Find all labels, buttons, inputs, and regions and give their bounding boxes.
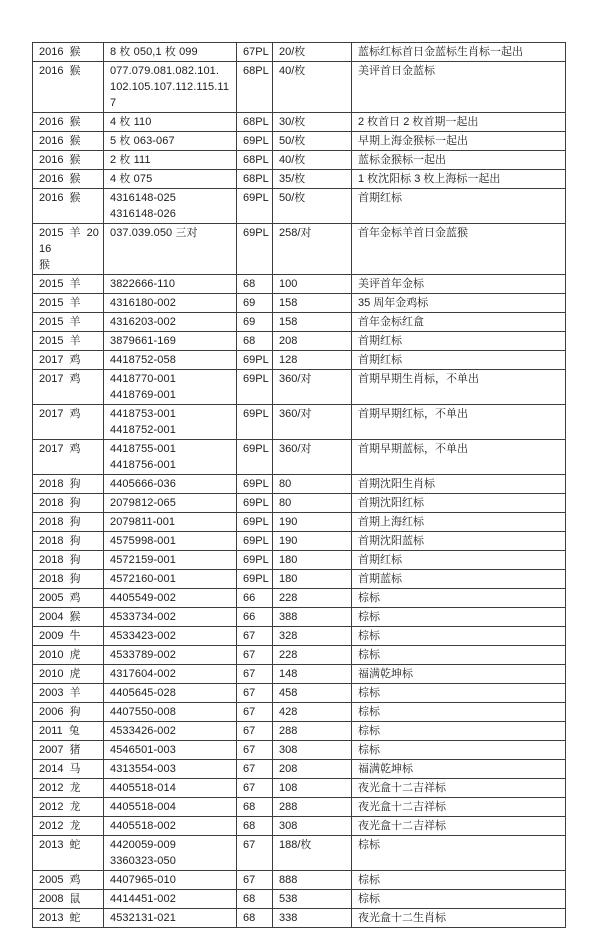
table-row — [33, 836, 566, 871]
cell-description: 首期蓝标 — [352, 570, 566, 589]
table-row — [33, 551, 566, 570]
cell-serial-number: 4533426-002 — [104, 722, 237, 741]
cell-year-zodiac: 2018 狗 — [33, 570, 104, 589]
table-row — [33, 890, 566, 909]
cell-serial-number: 4405666-036 — [104, 475, 237, 494]
cell-year-zodiac: 2005 鸡 — [33, 589, 104, 608]
cell-grade: 67 — [237, 684, 273, 703]
cell-grade: 67 — [237, 741, 273, 760]
cell-description: 首期沈阳蓝标 — [352, 532, 566, 551]
cell-description: 棕标 — [352, 871, 566, 890]
cell-grade: 67 — [237, 703, 273, 722]
cell-grade: 68 — [237, 890, 273, 909]
cell-price: 538 — [273, 890, 352, 909]
cell-year-zodiac: 2016 猴 — [33, 62, 104, 113]
cell-price: 360/对 — [273, 405, 352, 440]
cell-year-zodiac: 2006 狗 — [33, 703, 104, 722]
cell-year-zodiac: 2015 羊 — [33, 313, 104, 332]
cell-description: 美评首年金标 — [352, 275, 566, 294]
cell-price: 288 — [273, 722, 352, 741]
table-row — [33, 627, 566, 646]
cell-serial-number: 3879661-169 — [104, 332, 237, 351]
cell-serial-number: 4420059-009 3360323-050 — [104, 836, 237, 871]
table-row — [33, 151, 566, 170]
cell-serial-number: 4407965-010 — [104, 871, 237, 890]
cell-grade: 69PL — [237, 370, 273, 405]
table-row — [33, 224, 566, 275]
table-row — [33, 513, 566, 532]
cell-serial-number: 4 枚 110 — [104, 113, 237, 132]
cell-year-zodiac: 2018 狗 — [33, 532, 104, 551]
cell-year-zodiac: 2016 猴 — [33, 170, 104, 189]
cell-price: 208 — [273, 760, 352, 779]
table-row — [33, 494, 566, 513]
cell-description: 蓝标金猴标一起出 — [352, 151, 566, 170]
cell-year-zodiac: 2003 羊 — [33, 684, 104, 703]
cell-year-zodiac: 2012 龙 — [33, 817, 104, 836]
cell-price: 338 — [273, 909, 352, 928]
cell-grade: 68 — [237, 332, 273, 351]
table-row — [33, 275, 566, 294]
cell-year-zodiac: 2017 鸡 — [33, 440, 104, 475]
cell-serial-number: 4418755-001 4418756-001 — [104, 440, 237, 475]
table-row — [33, 570, 566, 589]
cell-description: 棕标 — [352, 608, 566, 627]
cell-price: 20/枚 — [273, 43, 352, 62]
cell-serial-number: 4546501-003 — [104, 741, 237, 760]
table-body — [33, 43, 566, 928]
cell-description: 夜光盒十二吉祥标 — [352, 798, 566, 817]
cell-description: 首期红标 — [352, 332, 566, 351]
cell-serial-number: 4313554-003 — [104, 760, 237, 779]
cell-year-zodiac: 2011 兔 — [33, 722, 104, 741]
cell-price: 360/对 — [273, 440, 352, 475]
cell-price: 208 — [273, 332, 352, 351]
cell-serial-number: 4418770-001 4418769-001 — [104, 370, 237, 405]
cell-description: 棕标 — [352, 589, 566, 608]
cell-price: 888 — [273, 871, 352, 890]
cell-description: 首期早期蓝标，不单出 — [352, 440, 566, 475]
cell-price: 188/枚 — [273, 836, 352, 871]
cell-grade: 67 — [237, 836, 273, 871]
cell-year-zodiac: 2013 蛇 — [33, 909, 104, 928]
cell-grade: 69PL — [237, 570, 273, 589]
cell-serial-number: 4572160-001 — [104, 570, 237, 589]
cell-grade: 68PL — [237, 151, 273, 170]
cell-year-zodiac: 2016 猴 — [33, 43, 104, 62]
cell-description: 棕标 — [352, 703, 566, 722]
cell-serial-number: 4317604-002 — [104, 665, 237, 684]
cell-price: 288 — [273, 798, 352, 817]
cell-description: 35 周年金鸡标 — [352, 294, 566, 313]
table-row — [33, 351, 566, 370]
cell-year-zodiac: 2015 羊 — [33, 332, 104, 351]
table-row — [33, 440, 566, 475]
cell-price: 190 — [273, 513, 352, 532]
cell-price: 360/对 — [273, 370, 352, 405]
cell-description: 首期红标 — [352, 189, 566, 224]
table-row — [33, 170, 566, 189]
cell-grade: 69PL — [237, 513, 273, 532]
cell-serial-number: 4405518-004 — [104, 798, 237, 817]
cell-grade: 69PL — [237, 189, 273, 224]
cell-description: 首期早期生肖标，不单出 — [352, 370, 566, 405]
cell-description: 福满乾坤标 — [352, 760, 566, 779]
cell-year-zodiac: 2016 猴 — [33, 151, 104, 170]
cell-description: 棕标 — [352, 684, 566, 703]
table-row — [33, 760, 566, 779]
cell-serial-number: 2 枚 111 — [104, 151, 237, 170]
cell-description: 首年金标红盒 — [352, 313, 566, 332]
cell-year-zodiac: 2017 鸡 — [33, 351, 104, 370]
cell-serial-number: 4405518-014 — [104, 779, 237, 798]
cell-serial-number: 4532131-021 — [104, 909, 237, 928]
cell-serial-number: 3822666-110 — [104, 275, 237, 294]
cell-year-zodiac: 2010 虎 — [33, 665, 104, 684]
cell-price: 50/枚 — [273, 189, 352, 224]
cell-year-zodiac: 2015 羊 2016 猴 — [33, 224, 104, 275]
cell-year-zodiac: 2005 鸡 — [33, 871, 104, 890]
cell-year-zodiac: 2017 鸡 — [33, 370, 104, 405]
cell-grade: 66 — [237, 589, 273, 608]
cell-grade: 68PL — [237, 170, 273, 189]
table-row — [33, 665, 566, 684]
cell-description: 首期上海红标 — [352, 513, 566, 532]
cell-year-zodiac: 2007 猪 — [33, 741, 104, 760]
cell-price: 40/枚 — [273, 151, 352, 170]
cell-year-zodiac: 2017 鸡 — [33, 405, 104, 440]
cell-grade: 69PL — [237, 551, 273, 570]
cell-price: 258/对 — [273, 224, 352, 275]
cell-year-zodiac: 2012 龙 — [33, 779, 104, 798]
cell-description: 棕标 — [352, 890, 566, 909]
table-row — [33, 589, 566, 608]
table-row — [33, 113, 566, 132]
cell-year-zodiac: 2016 猴 — [33, 132, 104, 151]
cell-description: 棕标 — [352, 741, 566, 760]
cell-grade: 67 — [237, 627, 273, 646]
cell-grade: 67 — [237, 779, 273, 798]
cell-price: 108 — [273, 779, 352, 798]
cell-serial-number: 4418753-001 4418752-001 — [104, 405, 237, 440]
cell-description: 首期沈阳红标 — [352, 494, 566, 513]
cell-price: 128 — [273, 351, 352, 370]
cell-description: 首期红标 — [352, 551, 566, 570]
cell-description: 棕标 — [352, 646, 566, 665]
cell-price: 458 — [273, 684, 352, 703]
cell-description: 夜光盒十二吉祥标 — [352, 779, 566, 798]
cell-serial-number: 4316203-002 — [104, 313, 237, 332]
table-row — [33, 313, 566, 332]
cell-grade: 69PL — [237, 405, 273, 440]
cell-grade: 69PL — [237, 532, 273, 551]
cell-description: 棕标 — [352, 836, 566, 871]
cell-description: 首期红标 — [352, 351, 566, 370]
cell-serial-number: 4533789-002 — [104, 646, 237, 665]
cell-price: 180 — [273, 570, 352, 589]
cell-grade: 69PL — [237, 132, 273, 151]
cell-price: 308 — [273, 741, 352, 760]
cell-description: 2 枚首日 2 枚首期一起出 — [352, 113, 566, 132]
cell-grade: 69PL — [237, 224, 273, 275]
table-row — [33, 608, 566, 627]
cell-year-zodiac: 2018 狗 — [33, 551, 104, 570]
cell-year-zodiac: 2010 虎 — [33, 646, 104, 665]
table-row — [33, 703, 566, 722]
cell-grade: 67PL — [237, 43, 273, 62]
cell-price: 35/枚 — [273, 170, 352, 189]
cell-serial-number: 4405645-028 — [104, 684, 237, 703]
cell-serial-number: 4575998-001 — [104, 532, 237, 551]
table-row — [33, 370, 566, 405]
table-row — [33, 294, 566, 313]
cell-year-zodiac: 2015 羊 — [33, 275, 104, 294]
cell-year-zodiac: 2018 狗 — [33, 475, 104, 494]
cell-price: 308 — [273, 817, 352, 836]
table-row — [33, 43, 566, 62]
cell-serial-number: 077.079.081.082.101. 102.105.107.112.115.117 — [104, 62, 237, 113]
table-row — [33, 909, 566, 928]
cell-price: 388 — [273, 608, 352, 627]
table-row — [33, 779, 566, 798]
cell-grade: 67 — [237, 665, 273, 684]
table-row — [33, 722, 566, 741]
cell-description: 首年金标羊首日金蓝猴 — [352, 224, 566, 275]
cell-price: 158 — [273, 313, 352, 332]
cell-grade: 68PL — [237, 113, 273, 132]
table-row — [33, 817, 566, 836]
cell-price: 80 — [273, 475, 352, 494]
cell-grade: 68 — [237, 275, 273, 294]
cell-grade: 67 — [237, 722, 273, 741]
cell-price: 40/枚 — [273, 62, 352, 113]
cell-price: 328 — [273, 627, 352, 646]
cell-serial-number: 4 枚 075 — [104, 170, 237, 189]
table-row — [33, 646, 566, 665]
cell-grade: 67 — [237, 760, 273, 779]
cell-grade: 69PL — [237, 351, 273, 370]
cell-serial-number: 4405549-002 — [104, 589, 237, 608]
table-row — [33, 532, 566, 551]
cell-price: 30/枚 — [273, 113, 352, 132]
cell-year-zodiac: 2018 狗 — [33, 513, 104, 532]
cell-serial-number: 4418752-058 — [104, 351, 237, 370]
cell-price: 80 — [273, 494, 352, 513]
cell-year-zodiac: 2015 羊 — [33, 294, 104, 313]
cell-grade: 69 — [237, 313, 273, 332]
table-row — [33, 475, 566, 494]
cell-year-zodiac: 2016 猴 — [33, 113, 104, 132]
cell-serial-number: 2079811-001 — [104, 513, 237, 532]
table-row — [33, 62, 566, 113]
table-row — [33, 741, 566, 760]
cell-serial-number: 4533734-002 — [104, 608, 237, 627]
table-row — [33, 405, 566, 440]
cell-price: 180 — [273, 551, 352, 570]
cell-description: 首期沈阳生肖标 — [352, 475, 566, 494]
cell-year-zodiac: 2018 狗 — [33, 494, 104, 513]
cell-grade: 69PL — [237, 475, 273, 494]
cell-price: 228 — [273, 589, 352, 608]
cell-year-zodiac: 2004 猴 — [33, 608, 104, 627]
table-row — [33, 684, 566, 703]
cell-description: 首期早期红标，不单出 — [352, 405, 566, 440]
cell-serial-number: 4316180-002 — [104, 294, 237, 313]
cell-year-zodiac: 2009 牛 — [33, 627, 104, 646]
table-row — [33, 798, 566, 817]
table-row — [33, 871, 566, 890]
cell-serial-number: 4533423-002 — [104, 627, 237, 646]
cell-description: 早期上海金猴标一起出 — [352, 132, 566, 151]
table-row — [33, 132, 566, 151]
cell-serial-number: 8 枚 050,1 枚 099 — [104, 43, 237, 62]
cell-year-zodiac: 2013 蛇 — [33, 836, 104, 871]
cell-price: 158 — [273, 294, 352, 313]
cell-serial-number: 4414451-002 — [104, 890, 237, 909]
cell-serial-number: 2079812-065 — [104, 494, 237, 513]
cell-year-zodiac: 2012 龙 — [33, 798, 104, 817]
cell-serial-number: 4316148-025 4316148-026 — [104, 189, 237, 224]
price-table — [32, 42, 566, 928]
cell-serial-number: 4407550-008 — [104, 703, 237, 722]
cell-description: 福满乾坤标 — [352, 665, 566, 684]
cell-year-zodiac: 2014 马 — [33, 760, 104, 779]
cell-serial-number: 037.039.050 三对 — [104, 224, 237, 275]
cell-grade: 68PL — [237, 62, 273, 113]
cell-description: 美评首日金蓝标 — [352, 62, 566, 113]
cell-description: 夜光盒十二吉祥标 — [352, 817, 566, 836]
cell-grade: 69PL — [237, 440, 273, 475]
cell-serial-number: 4572159-001 — [104, 551, 237, 570]
cell-grade: 68 — [237, 817, 273, 836]
cell-serial-number: 5 枚 063-067 — [104, 132, 237, 151]
cell-description: 1 枚沈阳标 3 枚上海标一起出 — [352, 170, 566, 189]
cell-price: 428 — [273, 703, 352, 722]
cell-grade: 66 — [237, 608, 273, 627]
cell-description: 棕标 — [352, 627, 566, 646]
cell-grade: 69 — [237, 294, 273, 313]
cell-price: 50/枚 — [273, 132, 352, 151]
cell-grade: 69PL — [237, 494, 273, 513]
cell-description: 夜光盒十二生肖标 — [352, 909, 566, 928]
cell-price: 100 — [273, 275, 352, 294]
cell-price: 148 — [273, 665, 352, 684]
cell-grade: 68 — [237, 909, 273, 928]
cell-price: 228 — [273, 646, 352, 665]
cell-serial-number: 4405518-002 — [104, 817, 237, 836]
cell-year-zodiac: 2016 猴 — [33, 189, 104, 224]
cell-price: 190 — [273, 532, 352, 551]
cell-description: 棕标 — [352, 722, 566, 741]
table-row — [33, 332, 566, 351]
cell-year-zodiac: 2008 鼠 — [33, 890, 104, 909]
cell-grade: 68 — [237, 798, 273, 817]
cell-description: 蓝标红标首日金蓝标生肖标一起出 — [352, 43, 566, 62]
cell-grade: 67 — [237, 871, 273, 890]
cell-grade: 67 — [237, 646, 273, 665]
table-row — [33, 189, 566, 224]
